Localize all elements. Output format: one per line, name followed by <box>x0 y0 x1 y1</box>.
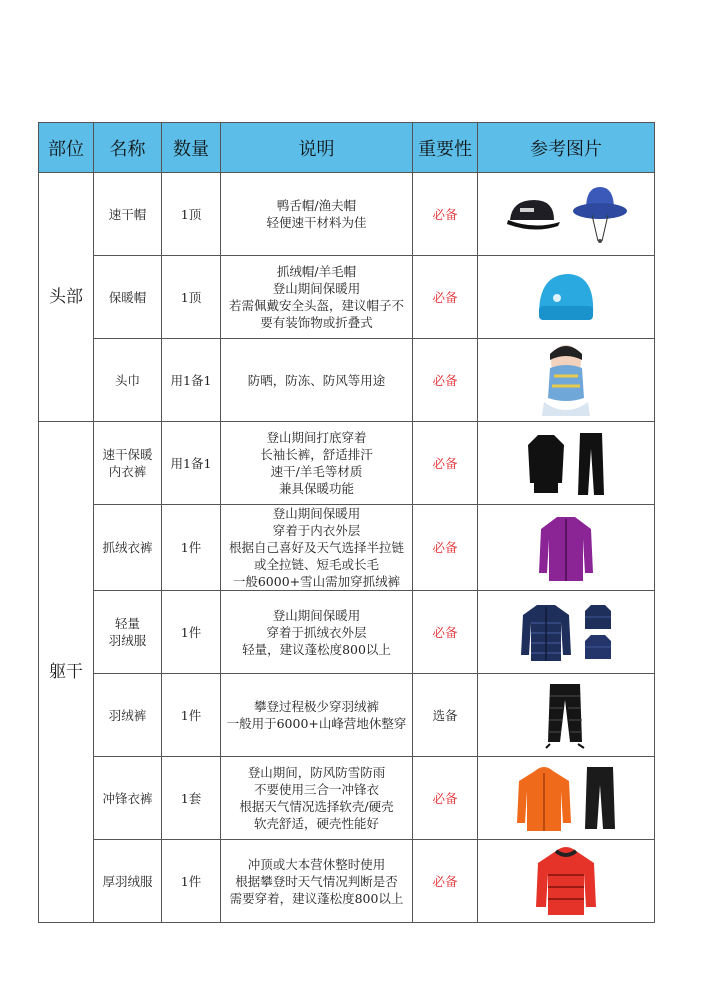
importance-cell: 必备 <box>413 505 478 591</box>
table-row <box>39 173 655 256</box>
part-cell: 躯干 <box>39 422 94 923</box>
base-layer-pants-icon <box>576 429 606 497</box>
item-name-cell: 抓绒衣裤 <box>94 505 162 591</box>
quantity-cell: 1件 <box>162 505 221 591</box>
header-importance: 重要性 <box>413 123 478 173</box>
importance-cell: 必备 <box>413 757 478 840</box>
description-cell: 登山期间打底穿着 长袖长裤，舒适排汗 速干/羊毛等材质 兼具保暖功能 <box>221 422 413 505</box>
reference-image-cell <box>478 505 655 591</box>
table-row <box>39 422 655 505</box>
part-cell: 头部 <box>39 173 94 422</box>
reference-image-cell <box>478 757 655 840</box>
item-name-cell: 轻量 羽绒服 <box>94 591 162 674</box>
importance-cell: 必备 <box>413 422 478 505</box>
importance-cell: 必备 <box>413 591 478 674</box>
item-name-cell: 冲锋衣裤 <box>94 757 162 840</box>
item-name-cell: 厚羽绒服 <box>94 840 162 923</box>
description-cell: 防晒，防冻、防风等用途 <box>221 339 413 422</box>
light-down-jacket-icon <box>519 601 573 663</box>
item-name-cell: 速干帽 <box>94 173 162 256</box>
table-row <box>39 840 655 923</box>
header-name: 名称 <box>94 123 162 173</box>
quantity-cell: 1顶 <box>162 256 221 339</box>
quantity-cell: 1件 <box>162 674 221 757</box>
importance-cell: 选备 <box>413 674 478 757</box>
quantity-cell: 用1备1 <box>162 422 221 505</box>
reference-image-cell <box>478 422 655 505</box>
description-cell: 登山期间，防风防雪防雨 不要使用三合一冲锋衣 根据天气情况选择软壳/硬壳 软壳舒适，硬壳性能好 <box>221 757 413 840</box>
quantity-cell: 1套 <box>162 757 221 840</box>
bucket-hat-icon <box>572 183 628 245</box>
importance-cell: 必备 <box>413 256 478 339</box>
table-row <box>39 674 655 757</box>
table-row <box>39 591 655 674</box>
shell-jacket-icon <box>515 763 573 833</box>
quantity-cell: 1顶 <box>162 173 221 256</box>
reference-image-cell <box>478 339 655 422</box>
item-name-cell: 保暖帽 <box>94 256 162 339</box>
quantity-cell: 1件 <box>162 591 221 674</box>
gear-list-table <box>38 122 655 923</box>
importance-cell: 必备 <box>413 339 478 422</box>
description-cell: 鸭舌帽/渔夫帽 轻便速干材料为佳 <box>221 173 413 256</box>
table-row <box>39 757 655 840</box>
description-cell: 登山期间保暖用 穿着于内衣外层 根据自己喜好及天气选择半拉链 或全拉链、短毛或长毛 一般6000+雪山需加穿抓绒裤 <box>221 505 413 591</box>
header-description: 说明 <box>221 123 413 173</box>
beanie-icon <box>535 270 597 324</box>
down-pants-icon <box>544 680 588 750</box>
item-name-cell: 头巾 <box>94 339 162 422</box>
shell-pants-icon <box>583 763 617 833</box>
item-name-cell: 羽绒裤 <box>94 674 162 757</box>
reference-image-cell <box>478 256 655 339</box>
importance-cell: 必备 <box>413 173 478 256</box>
item-name-cell: 速干保暖 内衣裤 <box>94 422 162 505</box>
base-layer-top-icon <box>526 431 566 495</box>
quantity-cell: 1件 <box>162 840 221 923</box>
table-row <box>39 505 655 591</box>
baseball-cap-icon <box>504 194 562 234</box>
reference-image-cell <box>478 674 655 757</box>
importance-cell: 必备 <box>413 840 478 923</box>
heavy-down-jacket-icon <box>534 845 598 917</box>
down-vest-icon <box>583 603 613 661</box>
description-cell: 抓绒帽/羊毛帽 登山期间保暖用 若需佩戴安全头盔，建议帽子不 要有装饰物或折叠式 <box>221 256 413 339</box>
description-cell: 冲顶或大本营休整时使用 根据攀登时天气情况判断是否 需要穿着，建议蓬松度800以上 <box>221 840 413 923</box>
table-row <box>39 339 655 422</box>
face-buff-icon <box>538 342 594 416</box>
table-row <box>39 256 655 339</box>
reference-image-cell <box>478 591 655 674</box>
reference-image-cell <box>478 840 655 923</box>
description-cell: 登山期间保暖用 穿着于抓绒衣外层 轻量，建议蓬松度800以上 <box>221 591 413 674</box>
quantity-cell: 用1备1 <box>162 339 221 422</box>
fleece-jacket-icon <box>537 513 595 583</box>
header-quantity: 数量 <box>162 123 221 173</box>
header-part: 部位 <box>39 123 94 173</box>
table-header-row <box>39 123 655 173</box>
header-reference-image: 参考图片 <box>478 123 655 173</box>
reference-image-cell <box>478 173 655 256</box>
description-cell: 攀登过程极少穿羽绒裤 一般用于6000+山峰营地休整穿 <box>221 674 413 757</box>
